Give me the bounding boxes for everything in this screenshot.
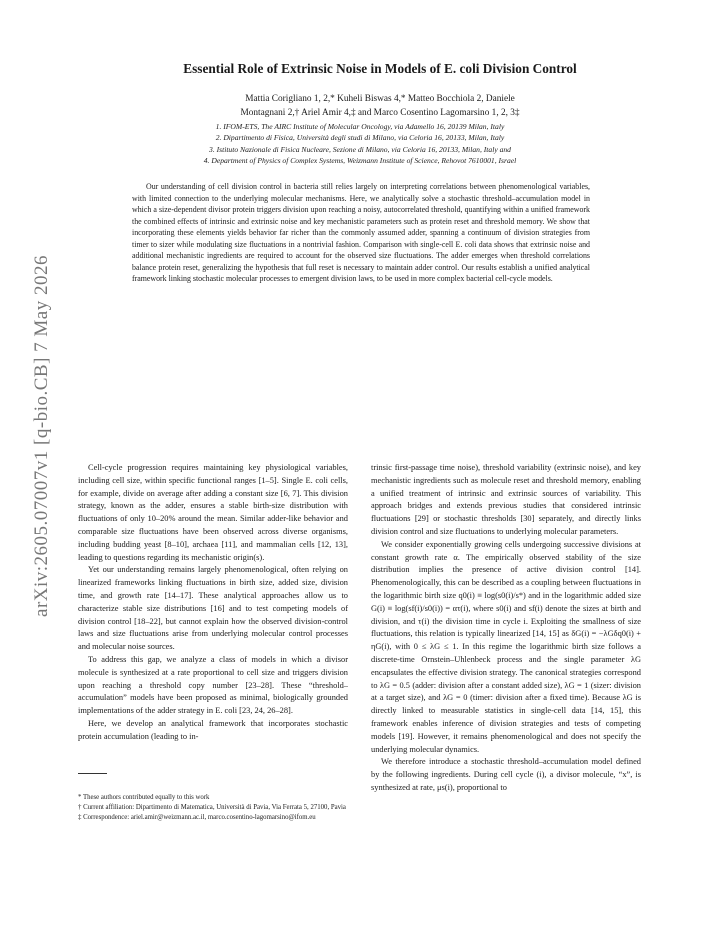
paragraph: To address this gap, we analyze a class of models in which a divisor molecule is synthesized at a rate proportional to cell size and triggers division upon reaching a threshold copy number [23–28]. These “threshold–accumulation” models have been proposed as minimal, biologically grounded implementations of the adder strategy in E. coli [23, 24, 26–28]. — [78, 654, 348, 716]
footnote-correspondence: ‡ Correspondence: ariel.amir@weizmann.ac.il, marco.cosentino-lagomarsino@ifom.eu — [78, 814, 316, 822]
paragraph: We consider exponentially growing cells undergoing successive divisions at constant growth rate α. The empirically observed stability of the size distribution implies the presence of active division control [14]. Phenomenologically, this can be described as a coupling between fluctuations in the logarithmic birth size q0(i) ≡ log(s0(i)/s*) and in the logarithmic added size G(i) ≡ log(sf(i)/s0(i)) = ατ(i), where s0(i) and sf(i) denote the sizes at birth and division, and τ(i) the division time in cycle i. Exploiting the smallness of size fluctuations, this relation is typically linearized [14, 15] as δG(i) = −λGδq0(i) + ηG(i), with 0 ≤ λG ≤ 1. In this regime the logarithmic birth size follows a discrete-time Ornstein–Uhlenbeck process and the single parameter λG encapsulates the effective division strategy. The canonical strategies correspond to λG = 0.5 (adder: division after a constant added size), λG = 1 (sizer: division at a target size), and λG = 0 (timer: division after a fixed time). Because λG is directly linked to measurable statistics in single-cell data [14, 15], this framework enables inference of division strategies and tests of competing models [19]. However, it remains phenomenological and does not specify the underlying molecular dynamics. — [371, 539, 641, 754]
footnote-current-affiliation: † Current affiliation: Dipartimento di Matematica, Università di Pavia, Via Ferrata 5, 27100, Pavia — [78, 804, 346, 812]
left-column — [78, 462, 348, 744]
affiliation-2: 2. Dipartimento di Fisica, Università degli studi di Milano, via Celoria 16, 20133, Milan, Italy — [215, 133, 505, 143]
abstract: Our understanding of cell division control in bacteria still relies largely on interpreting correlations between phenomenological variables, with limited connection to the underlying molecular mechanisms. Here, we analytically solve a stochastic threshold–accumulation model in which a size-dependent divisor protein triggers division upon reaching a noisy, autocorrelated threshold, quantifying within a unified framework the combined effects of intrinsic and extrinsic noise and key mechanistic parameters such as protein reset and threshold memory. We show that incorporating these elements yields behavior far richer than the commonly assumed adder, spanning a continuum of division strategies from timer to sizer while modulating size fluctuations in a nontrivial fashion. Comparison with single-cell E. coli data shows that extrinsic noise and additional mechanistic ingredients are required to account for the observed size fluctuations. The adder emerges when threshold correlations balance protein reset, generalizing the hypothesis that full reset is necessary to maintain adder control. Our results establish a unified analytical framework linking stochastic molecular processes to emergent division laws, to be used in more complex bacterial cell-cycle models. — [132, 182, 590, 283]
footnotes — [78, 793, 348, 823]
arxiv-identifier — [22, 236, 62, 636]
author-list — [150, 92, 610, 120]
authors-line-1: Mattia Corigliano 1, 2,* Kuheli Biswas 4,* Matteo Bocchiola 2, Daniele — [245, 94, 515, 104]
affiliation-3: 3. Istituto Nazionale di Fisica Nucleare, Sezione di Milano, via Celoria 16, 20133, Milan, Italy and — [209, 144, 511, 154]
footnote-equal-contribution: * These authors contributed equally to this work — [78, 794, 210, 801]
paragraph: Yet our understanding remains largely phenomenological, often relying on linearized frameworks linking fluctuations in birth size, added size, division time, and growth rate [14–17]. These analytical approaches allow us to characterize stable size distributions [16] and to test competing models of division control [18–22], but cannot explain how the observed division-control laws and size fluctuations arise from underlying molecular control processes and molecular noise sources. — [78, 565, 348, 652]
affiliation-4: 4. Department of Physics of Complex Systems, Weizmann Institute of Science, Rehovot 7610001, Israel — [203, 155, 517, 165]
paragraph: Here, we develop an analytical framework that incorporates stochastic protein accumulation (leading to in- — [78, 718, 348, 741]
authors-line-2: Montagnani 2,† Ariel Amir 4,‡ and Marco Cosentino Lagomarsino 1, 2, 3‡ — [240, 108, 520, 118]
affiliations — [90, 121, 630, 166]
footnote-divider — [78, 773, 107, 774]
paper-title: Essential Role of Extrinsic Noise in Models of E. coli Division Control — [183, 61, 577, 76]
affiliation-1: 1. IFOM-ETS, The AIRC Institute of Molecular Oncology, via Adamello 16, 20139 Milan, Italy — [215, 122, 505, 131]
paragraph: We therefore introduce a stochastic threshold–accumulation model defined by the following ingredients. During cell cycle (i), a divisor molecule, “x”, is synthesized at rate, μs(i), proportional to — [371, 757, 641, 792]
paragraph: Cell-cycle progression requires maintaining key physiological variables, including cell size, within specific functional ranges [1–5]. Single E. coli cells, for example, divide on average after adding a constant size [6, 7]. This division strategy, known as the adder, ensures a stable birth-size distribution with fluctuations of only 10–20% around the mean. Similar adder-like behavior and comparable size fluctuations have been observed across diverse organisms, including budding yeast [8–10], archaea [11], and mammalian cells [12, 13], leading to questions regarding its mechanistic origin(s). — [78, 463, 348, 562]
arxiv-identifier-text: arXiv:2605.07007v1 [q-bio.CB] 7 May 2026 — [31, 255, 52, 617]
right-column — [371, 462, 641, 795]
paragraph: trinsic first-passage time noise), threshold variability (extrinsic noise), and key mechanistic ingredients such as molecule reset and threshold memory, enabling a unified treatment of intrinsic and extrinsic sources of variability. This approach bridges and extends previous studies that considered intrinsic fluctuations [29] or stochastic thresholds [30] separately, and directly links division control and size fluctuations to underlying molecular parameters. — [371, 463, 641, 536]
